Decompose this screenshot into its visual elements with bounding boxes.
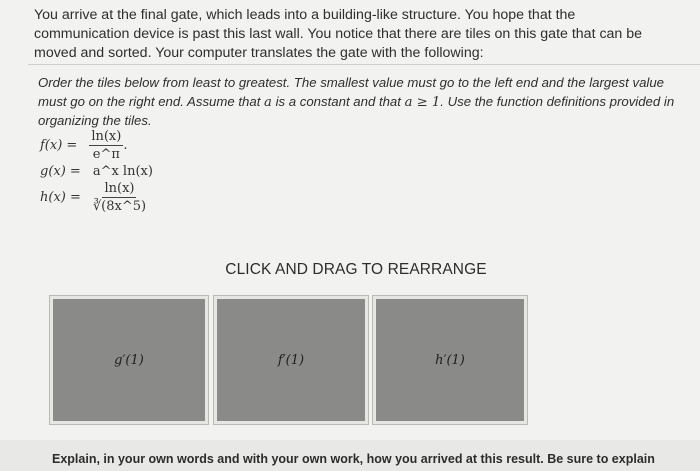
tile-label: g′(1) xyxy=(114,352,144,368)
constant-condition: a ≥ 1 xyxy=(404,94,441,110)
tile-label: h′(1) xyxy=(435,352,465,368)
definition-h-lhs: h(x) = xyxy=(40,189,81,205)
explain-prompt: Explain, in your own words and with your own work, how you arrived at this result. Be sure to explain xyxy=(52,452,655,466)
definition-h-fraction xyxy=(93,181,146,214)
intro-paragraph: You arrive at the final gate, which leads into a building-like structure. You hope that the communication device is past this last wall. You notice that there are tiles on this gate that can be moved and sorted. Your computer translates the gate with the following: xyxy=(34,7,643,61)
drag-instruction: CLICK AND DRAG TO REARRANGE xyxy=(225,261,487,278)
definition-g-rhs: a^x ln(x) xyxy=(92,163,153,179)
constant-a: a xyxy=(264,94,272,110)
definition-f-fraction xyxy=(89,129,123,162)
instructions-text-mid: is a constant and that xyxy=(271,93,405,109)
tile-f-prime[interactable] xyxy=(214,296,368,424)
instructions-text-end: . Use the function definitions provided in organizing the tiles. xyxy=(38,93,675,128)
definition-h xyxy=(40,180,153,214)
tile-h-prime[interactable] xyxy=(373,296,527,424)
definition-f-trail: . xyxy=(123,137,128,153)
divider xyxy=(28,64,700,65)
definition-f-denominator: e^π xyxy=(92,146,120,162)
tile-g-prime[interactable] xyxy=(50,296,208,424)
instructions-paragraph xyxy=(38,74,678,131)
function-definitions xyxy=(40,128,153,214)
tile-label: f′(1) xyxy=(277,352,305,368)
definition-f-numerator: ln(x) xyxy=(91,128,122,144)
definition-g-lhs: g(x) = xyxy=(40,163,81,179)
definition-h-numerator: ln(x) xyxy=(104,180,135,196)
instructions-text-start: Order the tiles below from least to greatest. The smallest value must go to the left end and the largest value must go on the right end. Assume that xyxy=(38,75,665,109)
definition-h-denominator: ∛(8x^5) xyxy=(92,198,147,214)
definition-f xyxy=(40,128,153,162)
definition-f-lhs: f(x) = xyxy=(40,137,78,153)
